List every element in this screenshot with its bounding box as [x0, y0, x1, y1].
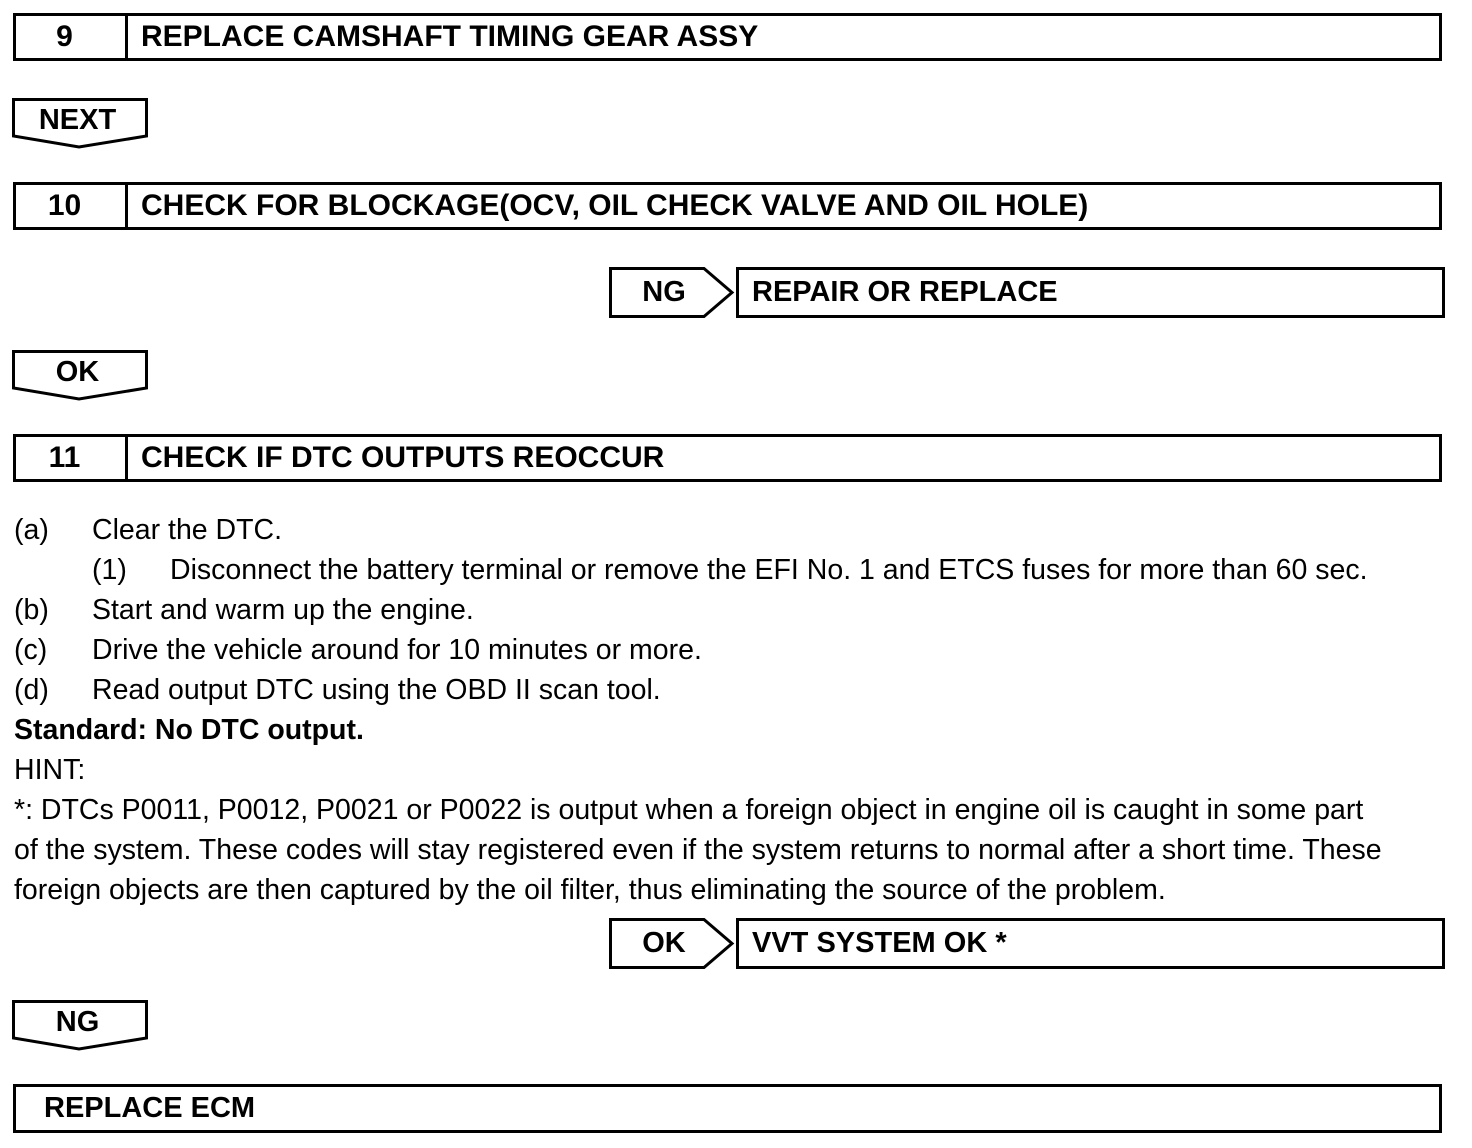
ok-branch	[609, 918, 1445, 970]
step-number: 9	[16, 16, 128, 58]
procedure-label: (d)	[14, 674, 49, 706]
hint-line: *: DTCs P0011, P0012, P0021 or P0022 is output when a foreign object in engine oil is caught in some part	[14, 794, 1364, 826]
procedure-subtext: Disconnect the battery terminal or remove the EFI No. 1 and ETCS fuses for more than 60 sec.	[170, 554, 1368, 586]
step-9-header	[13, 13, 1442, 61]
ng-label: NG	[55, 1006, 100, 1038]
step-title: REPLACE CAMSHAFT TIMING GEAR ASSY	[141, 20, 759, 53]
step-number: 10	[16, 185, 128, 227]
procedure-text: Start and warm up the engine.	[92, 594, 474, 626]
next-flow-tag	[12, 98, 149, 150]
hint-label: HINT:	[14, 754, 86, 786]
ok-branch-result: VVT SYSTEM OK *	[736, 918, 1445, 969]
step-title: CHECK IF DTC OUTPUTS REOCCUR	[141, 441, 665, 474]
hint-line: of the system. These codes will stay registered even if the system returns to normal after a short time. These	[14, 834, 1382, 866]
final-action-box: REPLACE ECM	[13, 1084, 1442, 1133]
procedure-label: (a)	[14, 514, 49, 546]
ok-flow-tag	[12, 350, 149, 402]
step-number: 11	[16, 437, 128, 479]
procedure-label: (c)	[14, 634, 48, 666]
step-title: CHECK FOR BLOCKAGE(OCV, OIL CHECK VALVE AND OIL HOLE)	[141, 189, 1089, 222]
procedure-text: Read output DTC using the OBD II scan tool.	[92, 674, 661, 706]
ng-branch-label: NG	[642, 276, 686, 308]
ok-label: OK	[55, 356, 100, 388]
procedure-sublabel: (1)	[92, 554, 127, 586]
ng-branch-result: REPAIR OR REPLACE	[736, 267, 1445, 318]
step-11-header	[13, 434, 1442, 482]
hint-line: foreign objects are then captured by the oil filter, thus eliminating the source of the problem.	[14, 874, 1166, 906]
ng-branch	[609, 267, 1445, 319]
next-label: NEXT	[38, 104, 117, 136]
procedure-label: (b)	[14, 594, 49, 626]
procedure-text: Clear the DTC.	[92, 514, 283, 546]
procedure-text: Drive the vehicle around for 10 minutes or more.	[92, 634, 702, 666]
standard-text: Standard: No DTC output.	[14, 714, 364, 746]
ng-flow-tag	[12, 1000, 149, 1052]
ok-branch-label: OK	[642, 927, 686, 959]
step-10-header	[13, 182, 1442, 230]
